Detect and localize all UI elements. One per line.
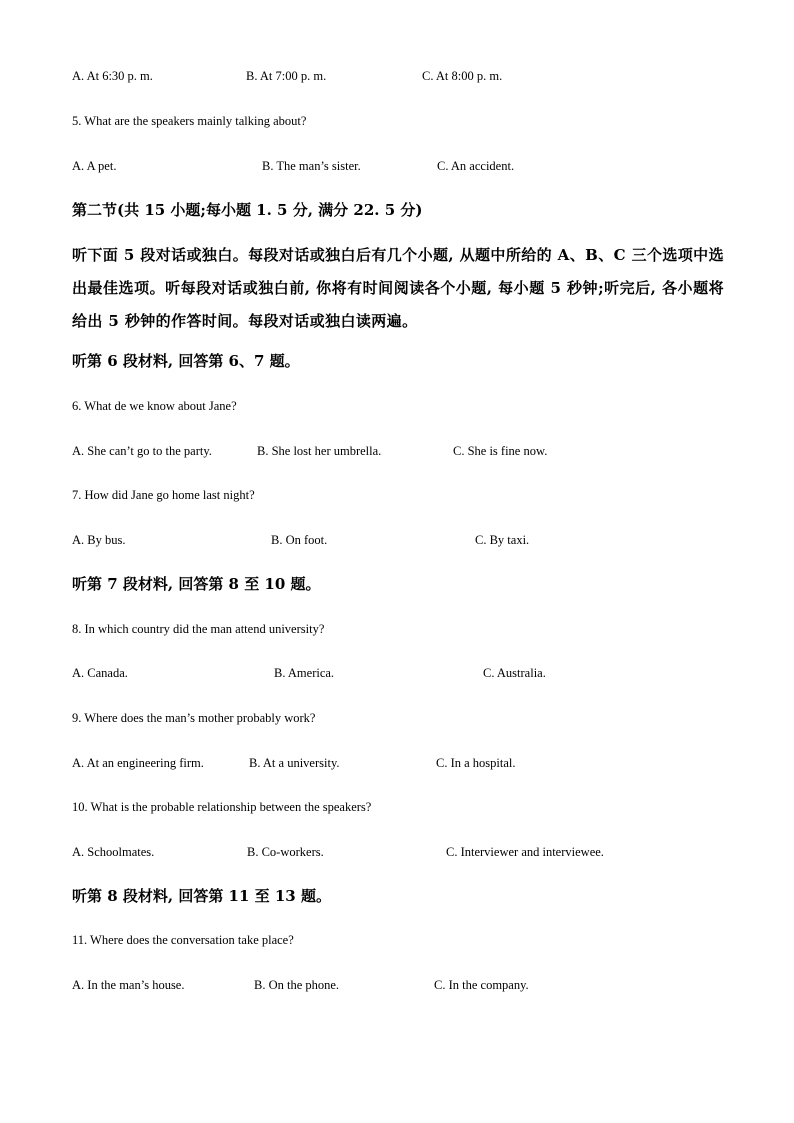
q11-question: 11. Where does the conversation take place?: [72, 933, 294, 947]
q6-option-b: B. She lost her umbrella.: [257, 444, 382, 458]
q8-option-b: B. America.: [274, 666, 335, 680]
q11-option-a: A. In the man’s house.: [72, 978, 185, 992]
group-7-heading: 听第 7 段材料, 回答第 8 至 10 题。: [72, 575, 321, 593]
q8-question: 8. In which country did the man attend university?: [72, 622, 325, 636]
q7-question: 7. How did Jane go home last night?: [72, 488, 255, 502]
q5-option-a: A. A pet.: [72, 159, 117, 173]
q10-question: 10. What is the probable relationship between the speakers?: [72, 800, 372, 814]
q4-option-b: B. At 7:00 p. m.: [246, 69, 327, 83]
q7-option-a: A. By bus.: [72, 533, 126, 547]
q9-question: 9. Where does the man’s mother probably work?: [72, 711, 316, 725]
q10-option-c: C. Interviewer and interviewee.: [446, 845, 604, 859]
q7-option-b: B. On foot.: [271, 533, 328, 547]
q10-option-b: B. Co-workers.: [247, 845, 324, 859]
section-2-heading: 第二节(共 15 小题;每小题 1. 5 分, 满分 22. 5 分): [72, 201, 423, 219]
q9-option-a: A. At an engineering firm.: [72, 756, 204, 770]
section-2-instructions: 听下面 5 段对话或独白。每段对话或独白后有几个小题, 从题中所给的 A、B、C 三个选项中选出最佳选项。听每段对话或独白前, 你将有时间阅读各个小题, 每小题 5 秒钟;听完后, 各小题将给出 5 秒钟的作答时间。每段对话或独白读两遍。: [72, 246, 724, 330]
q9-option-c: C. In a hospital.: [436, 756, 516, 770]
q6-option-c: C. She is fine now.: [453, 444, 548, 458]
group-8-heading: 听第 8 段材料, 回答第 11 至 13 题。: [72, 887, 331, 905]
q5-question: 5. What are the speakers mainly talking about?: [72, 114, 307, 128]
q11-option-c: C. In the company.: [434, 978, 529, 992]
q7-option-c: C. By taxi.: [475, 533, 530, 547]
q10-option-a: A. Schoolmates.: [72, 845, 155, 859]
q8-option-a: A. Canada.: [72, 666, 128, 680]
q6-option-a: A. She can’t go to the party.: [72, 444, 212, 458]
q9-option-b: B. At a university.: [249, 756, 340, 770]
q11-option-b: B. On the phone.: [254, 978, 340, 992]
q4-option-a: A. At 6:30 p. m.: [72, 69, 153, 83]
q5-option-b: B. The man’s sister.: [262, 159, 361, 173]
group-6-heading: 听第 6 段材料, 回答第 6、7 题。: [72, 352, 300, 370]
q5-option-c: C. An accident.: [437, 159, 515, 173]
q8-option-c: C. Australia.: [483, 666, 546, 680]
q4-option-c: C. At 8:00 p. m.: [422, 69, 503, 83]
q6-question: 6. What de we know about Jane?: [72, 399, 237, 413]
